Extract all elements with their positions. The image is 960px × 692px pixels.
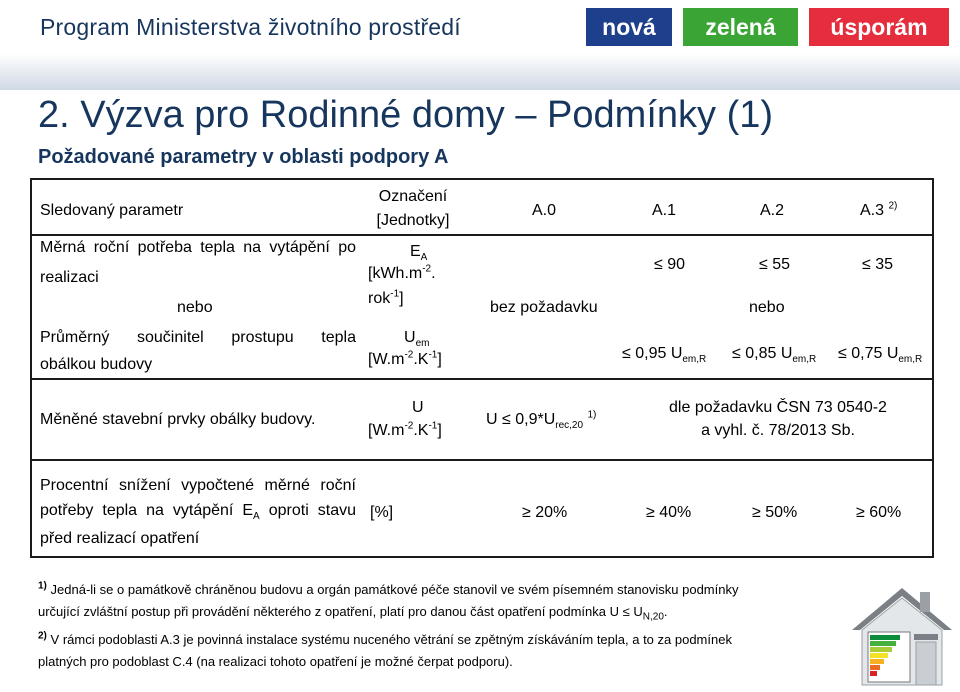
- row4-label-l1: Procentní snížení vypočtené měrné roční: [40, 477, 356, 494]
- brand-nova: nová: [586, 8, 672, 46]
- header-col-a3-label: A.3: [860, 202, 885, 219]
- footnote-1-line-1: [38, 580, 738, 600]
- a0-no-requirement: bez požadavku: [490, 299, 598, 316]
- row1-label-l2: realizaci: [40, 269, 99, 286]
- row2-unit-sup-b: -1: [428, 349, 438, 361]
- row1-unit-symbol: [410, 241, 427, 262]
- header-col-a2: A.2: [760, 202, 785, 219]
- row3-a0: [486, 409, 596, 430]
- row3-a0-sup: 1): [587, 409, 597, 421]
- row2-unit-sup-a: -2: [404, 349, 414, 361]
- row1-unit-l2-text: [kWh.m: [368, 265, 423, 282]
- row3-req-l2: a vyhl. č. 78/2013 Sb.: [701, 422, 855, 439]
- header-gradient: [0, 54, 960, 90]
- energy-label-house-icon: [848, 582, 956, 687]
- footnote-2-line-2: platných pro podoblast C.4 (na realizaci tohoto opatření je možné čerpat podporu).: [38, 654, 513, 669]
- header-col-a1: A.1: [652, 202, 677, 219]
- row1-unit-l3-sup: -1: [390, 288, 400, 300]
- row2-a3-text: ≤ 0,75 U: [838, 345, 899, 362]
- row2-a2: [732, 343, 816, 364]
- page-subtitle: Požadované parametry v oblasti podpory A: [38, 146, 449, 168]
- row2-a1-text: ≤ 0,95 U: [622, 345, 683, 362]
- row4-label-l2: [40, 499, 356, 523]
- row1-unit-sub: A: [420, 252, 428, 264]
- brand-usporam: úsporám: [809, 8, 949, 46]
- row2-a3: [838, 343, 922, 364]
- row2-a2-text: ≤ 0,85 U: [732, 345, 793, 362]
- header-col-a3: [860, 200, 897, 221]
- row4-label-l2-sub: A: [253, 511, 260, 523]
- footnote-2-line-1: [38, 630, 732, 650]
- row2-a3-sub: em,R: [898, 354, 923, 366]
- row2-unit-l2-text: [W.m: [368, 351, 405, 368]
- row1-unit-l3: rok$^{-1}$]: [368, 288, 404, 307]
- row1-a3: ≤ 35: [862, 256, 894, 273]
- row1-a1: ≤ 90: [654, 256, 686, 273]
- footnote-1-mark: 1): [38, 580, 47, 592]
- row3-a0-text: U ≤ 0,9*U: [486, 411, 556, 428]
- row2-label-l1: Průměrný součinitel prostupu tepla: [40, 329, 356, 346]
- row3-unit-sup-b: -1: [428, 420, 438, 432]
- row3-label: Měněné stavební prvky obálky budovy.: [40, 411, 316, 428]
- row3-unit-sup-a: -2: [404, 420, 414, 432]
- row-separator: [32, 459, 932, 461]
- row4-unit: [%]: [370, 504, 394, 521]
- row2-a2-sub: em,R: [792, 354, 817, 366]
- header-unit-l2: [Jednotky]: [376, 212, 450, 229]
- brand-zelena: zelená: [683, 8, 798, 46]
- row2-label-l2: obálkou budovy: [40, 356, 153, 373]
- row2-unit-sub: em: [415, 338, 430, 350]
- footnote-1-text-2: určující zvláštní postup při provádění některého z opatření, platí pro danou část opatření podmínka U ≤ U: [38, 604, 643, 619]
- row1-label-l1: Měrná roční potřeba tepla na vytápění po: [40, 239, 356, 256]
- program-title: Program Ministerstva životního prostředí: [40, 14, 461, 40]
- row2-unit-mid: .K: [413, 351, 429, 368]
- footnote-2-mark: 2): [38, 630, 47, 642]
- row4-label-l2-pre: potřeby tepla na vytápění E: [40, 502, 254, 519]
- row4-a3: ≥ 60%: [856, 504, 902, 521]
- or-label-right: nebo: [749, 299, 785, 316]
- page-title: 2. Výzva pro Rodinné domy – Podmínky (1): [38, 94, 774, 136]
- row4-a0: ≥ 20%: [522, 504, 568, 521]
- row1-unit-l2-sup: -2: [422, 263, 432, 275]
- row4-label-l2-post: oproti stavu: [259, 502, 356, 519]
- row4-a1: ≥ 40%: [646, 504, 692, 521]
- header-param: Sledovaný parametr: [40, 202, 184, 219]
- row2-a1-sub: em,R: [682, 354, 707, 366]
- row3-a0-sub: rec,20: [555, 420, 584, 432]
- row4-a2: ≥ 50%: [752, 504, 798, 521]
- row2-unit-symbol: [404, 327, 429, 348]
- footnote-1-end: .: [663, 604, 668, 619]
- footnote-1-line-2: [38, 602, 668, 622]
- row2-unit-sym: U: [404, 329, 416, 346]
- requirements-table: [30, 178, 934, 558]
- row1-unit-l2: [$kWh.m^{-2}$.: [368, 263, 436, 282]
- footnote-1-sub: N,20: [642, 611, 664, 623]
- row1-unit-l3-text: rok: [368, 290, 391, 307]
- header-unit-l1: Označení: [378, 188, 448, 205]
- row2-a1: [622, 343, 706, 364]
- row3-unit-l2-text: [W.m: [368, 422, 405, 439]
- footnote-1-text-1: Jedná-li se o památkově chráněnou budovu a orgán památkové péče stanovil ve svém písemném stanovisku podmínky: [50, 582, 739, 597]
- or-label-left: nebo: [177, 299, 213, 316]
- row3-req-l1: dle požadavku ČSN 73 0540-2: [669, 399, 887, 416]
- row2-unit-l2: $[W.m^{-2}.K^{-1}]$: [368, 349, 442, 368]
- row4-label-l3: před realizací opatření: [40, 530, 200, 547]
- row1-a2: ≤ 55: [759, 256, 791, 273]
- row1-unit-sym: E: [410, 243, 421, 260]
- row3-unit-sym: U: [412, 399, 424, 416]
- row-separator: [32, 378, 932, 380]
- header-col-a0: A.0: [532, 202, 557, 219]
- footnote-2-text-1: V rámci podoblasti A.3 je povinná instalace systému nuceného větrání se zpětným získáváním tepla, a to za podmínek: [50, 632, 732, 647]
- header-col-a3-sup: 2): [888, 200, 898, 212]
- row3-unit-mid: .K: [413, 422, 429, 439]
- row3-unit-l2: $[W.m^{-2}.K^{-1}]$: [368, 420, 442, 439]
